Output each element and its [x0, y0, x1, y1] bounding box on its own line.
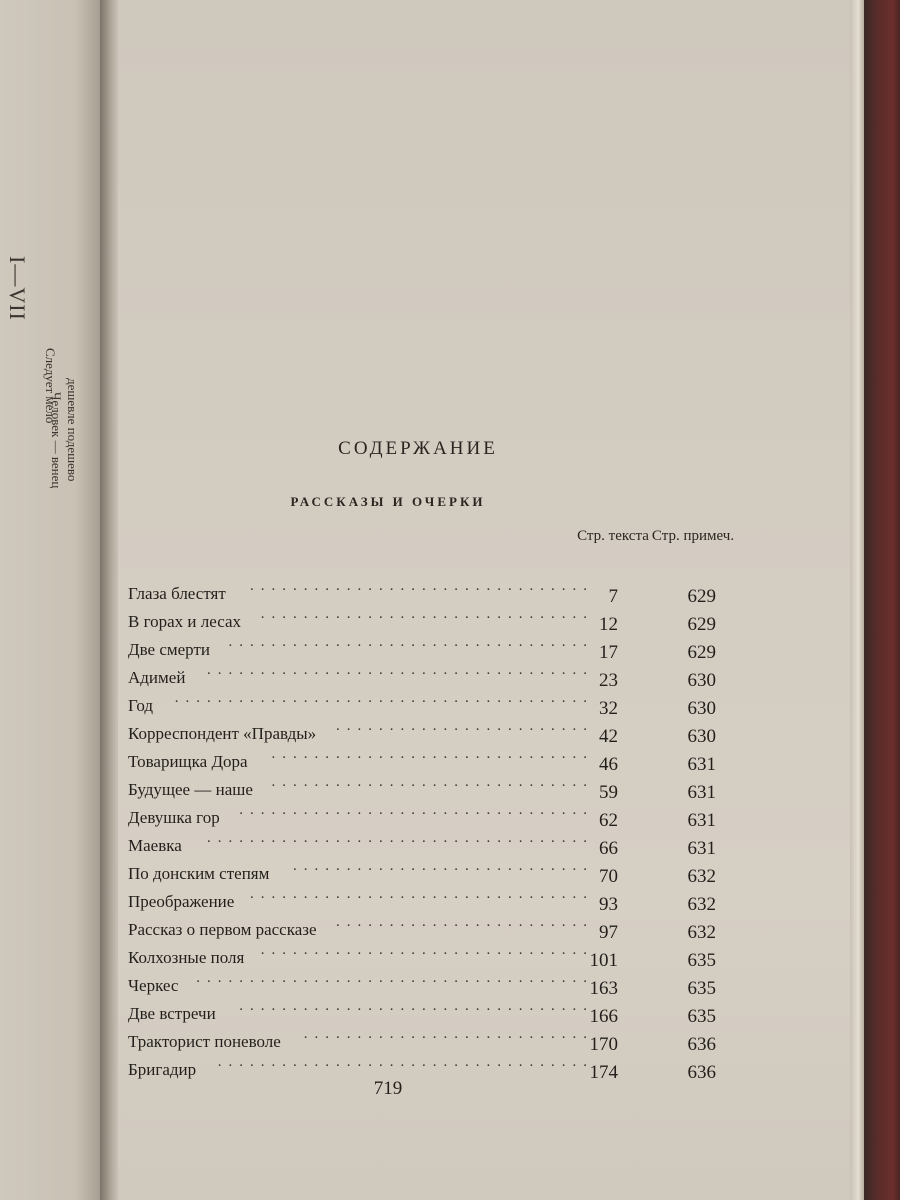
- toc-entry: [118, 832, 852, 860]
- leader-dots: .................................: [239, 802, 594, 818]
- leader-dots: ................................: [250, 578, 594, 594]
- toc-entry-text-page: 59: [599, 782, 618, 803]
- toc-entry-notes-page: 631: [687, 754, 716, 775]
- toc-entry-text-page: 93: [599, 894, 618, 915]
- column-header-text-page: Стр. текста: [577, 528, 649, 544]
- toc-entry-title: Колхозные поля: [128, 948, 245, 967]
- toc-entry: [118, 916, 852, 944]
- toc-entry: [118, 664, 852, 692]
- toc-entry-notes-page: 632: [687, 922, 716, 943]
- toc-entry-notes-page: 631: [687, 782, 716, 803]
- section-heading: РАССКАЗЫ И ОЧЕРКИ: [290, 494, 486, 509]
- toc-entry-notes-page: 629: [687, 642, 716, 663]
- toc-entry-text-page: 42: [599, 726, 618, 747]
- toc-entry-text-page: 46: [599, 754, 618, 775]
- leader-dots: ...................................: [217, 1054, 594, 1070]
- toc-entry: [118, 636, 852, 664]
- toc-list: [118, 580, 852, 1084]
- toc-entry-notes-page: 631: [687, 838, 716, 859]
- toc-entry-text-page: 12: [599, 614, 618, 635]
- leader-dots: ...............................: [260, 606, 594, 622]
- toc-entry-title: Адимей: [128, 668, 186, 687]
- toc-entry: [118, 972, 852, 1000]
- toc-entry-notes-page: 629: [687, 614, 716, 635]
- toc-entry-text-page: 101: [589, 950, 618, 971]
- toc-entry: [118, 692, 852, 720]
- toc-entry-notes-page: 636: [687, 1034, 716, 1055]
- toc-entry-title: Товарищка Дора: [128, 752, 248, 771]
- toc-entry-title: В горах и лесах: [128, 612, 242, 631]
- leader-dots: .....................................: [196, 970, 594, 986]
- toc-entry: [118, 580, 852, 608]
- toc-entry-title: Рассказ о первом рассказе: [128, 920, 317, 939]
- leader-dots: ..............................: [271, 774, 594, 790]
- leader-dots: ....................................: [207, 662, 594, 678]
- page-edges: [850, 0, 864, 1200]
- toc-entry-notes-page: 635: [687, 950, 716, 971]
- page-number: 719: [373, 1078, 403, 1099]
- facing-page-fragment: дешевле подешево: [65, 378, 80, 482]
- toc-entry-text-page: 166: [589, 1006, 618, 1027]
- toc-entry-title: Две смерти: [128, 640, 210, 659]
- leader-dots: ........................: [336, 914, 594, 930]
- toc-entry: [118, 720, 852, 748]
- toc-entry-title: Год: [128, 696, 153, 715]
- page-title: СОДЕРЖАНИЕ: [338, 438, 498, 459]
- toc-entry: [118, 776, 852, 804]
- toc-entry-text-page: 163: [589, 978, 618, 999]
- toc-entry: [118, 1056, 852, 1084]
- toc-entry-notes-page: 635: [687, 1006, 716, 1027]
- toc-entry: [118, 860, 852, 888]
- leader-dots: .......................................: [174, 690, 594, 706]
- toc-entry: [118, 1028, 852, 1056]
- toc-entry-text-page: 97: [599, 922, 618, 943]
- toc-entry-notes-page: 635: [687, 978, 716, 999]
- facing-page: [0, 0, 108, 1200]
- toc-entry: [118, 748, 852, 776]
- contents-page: [118, 0, 852, 1200]
- toc-entry: [118, 608, 852, 636]
- leader-dots: ................................: [250, 886, 594, 902]
- toc-entry-title: Две встречи: [128, 1004, 216, 1023]
- book-cover-edge: [864, 0, 900, 1200]
- toc-entry: [118, 1000, 852, 1028]
- toc-entry-notes-page: 630: [687, 698, 716, 719]
- toc-entry-notes-page: 629: [687, 586, 716, 607]
- toc-entry-text-page: 170: [589, 1034, 618, 1055]
- leader-dots: ..................................: [228, 634, 594, 650]
- leader-dots: ............................: [293, 858, 594, 874]
- toc-entry-title: Преображение: [128, 892, 235, 911]
- leader-dots: .................................: [239, 998, 594, 1014]
- toc-entry-notes-page: 630: [687, 670, 716, 691]
- leader-dots: ....................................: [207, 830, 594, 846]
- leader-dots: ...........................: [303, 1026, 594, 1042]
- toc-entry: [118, 804, 852, 832]
- toc-entry-text-page: 66: [599, 838, 618, 859]
- toc-entry-text-page: 70: [599, 866, 618, 887]
- toc-entry-title: Глаза блестят: [128, 584, 226, 603]
- toc-entry-text-page: 174: [589, 1062, 618, 1083]
- facing-page-numeral: I—VII: [5, 256, 30, 321]
- toc-entry-notes-page: 630: [687, 726, 716, 747]
- column-header-notes-page: Стр. примеч.: [651, 528, 735, 544]
- toc-entry-notes-page: 631: [687, 810, 716, 831]
- toc-entry-text-page: 32: [599, 698, 618, 719]
- leader-dots: ........................: [336, 718, 594, 734]
- facing-page-fragment: Следует мело: [43, 348, 58, 424]
- leader-dots: ...............................: [260, 942, 594, 958]
- toc-entry-title: Бригадир: [128, 1060, 197, 1079]
- toc-entry: [118, 888, 852, 916]
- toc-entry-title: Будущее — наше: [128, 780, 253, 799]
- toc-entry-notes-page: 632: [687, 894, 716, 915]
- toc-entry-text-page: 23: [599, 670, 618, 691]
- toc-entry-text-page: 7: [608, 586, 618, 607]
- toc-entry-notes-page: 636: [687, 1062, 716, 1083]
- toc-entry-title: Корреспондент «Правды»: [128, 724, 317, 743]
- toc-entry-title: Девушка гор: [128, 808, 220, 827]
- toc-entry-title: Черкес: [128, 976, 179, 995]
- toc-entry-title: Маевка: [128, 836, 182, 855]
- toc-entry-title: Тракторист поневоле: [128, 1032, 281, 1051]
- toc-entry-title: По донским степям: [128, 864, 270, 883]
- toc-entry-text-page: 62: [599, 810, 618, 831]
- facing-page-fragment: Человек — венец: [49, 392, 64, 489]
- toc-entry-notes-page: 632: [687, 866, 716, 887]
- toc-entry-text-page: 17: [599, 642, 618, 663]
- leader-dots: ..............................: [271, 746, 594, 762]
- toc-entry: [118, 944, 852, 972]
